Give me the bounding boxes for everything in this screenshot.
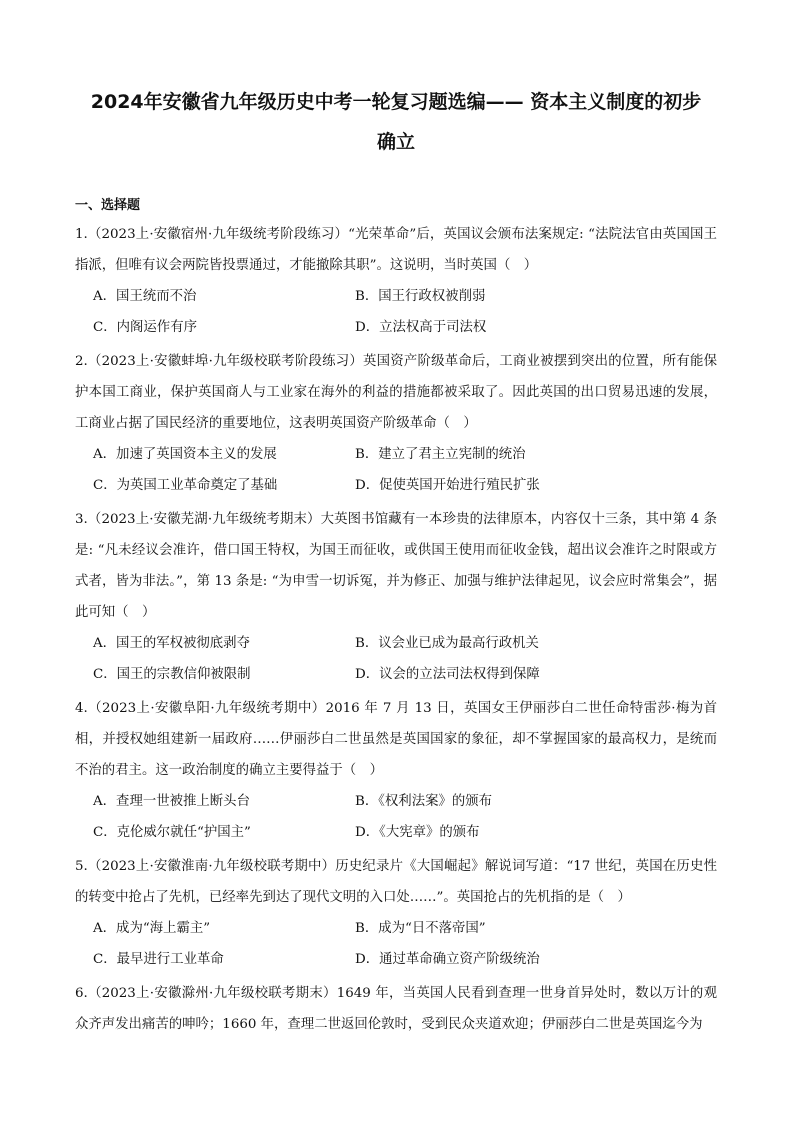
title-line-1: 2024年安徽省九年级历史中考一轮复习题选编—— 资本主义制度的初步 xyxy=(90,91,702,113)
question-4 xyxy=(75,693,717,848)
option-d: D．立法权高于司法权 xyxy=(355,320,487,335)
question-stem: 4.（2023上·安徽阜阳·九年级统考期中）2016 年 7 月 13 日，英国女王伊丽莎白二世任命特雷莎·梅为首相，并授权她组建新一届政府……伊丽莎白二世虽然是英国国家的象征，却不掌握国家的最高权力，是统而不治的君主。这一政治制度的确立主要得益于（ ） xyxy=(75,701,717,778)
title-line-2: 确立 xyxy=(376,131,415,153)
options-grid xyxy=(75,913,717,975)
option-c: C．国王的宗教信仰被限制 xyxy=(93,667,251,682)
option-b: B．成为“日不落帝国” xyxy=(355,921,486,936)
option-a: A．国王统而不治 xyxy=(93,289,197,304)
question-stem: 3.（2023上·安徽芜湖·九年级统考期末）大英图书馆藏有一本珍贵的法律原本，内容仅十三条，其中第 4 条是: “凡未经议会准许，借口国王特权，为国王而征收，或供国王使用而征收金钱，超出议会准许之时限或方式者，皆为非法。”，第 13 条是: “为申雪一切诉冤，并为修正、加强与维护法律起见，议会应时常集会”，据此可知（ ） xyxy=(75,512,717,620)
option-d: D．议会的立法司法权得到保障 xyxy=(355,667,540,682)
document-title xyxy=(75,0,717,162)
question-1 xyxy=(75,219,717,343)
option-a: A．查理一世被推上断头台 xyxy=(93,794,250,809)
question-stem: 5.（2023上·安徽淮南·九年级校联考期中）历史纪录片《大国崛起》解说词写道：“17 世纪，英国在历史性的转变中抢占了先机，已经率先到达了现代文明的入口处……”。英国抢占的先机指的是（ ） xyxy=(75,859,717,905)
option-a: A．成为“海上霸主” xyxy=(93,921,211,936)
question-6 xyxy=(75,978,717,1040)
option-b: B．建立了君主立宪制的统治 xyxy=(355,447,526,462)
option-c: C．内阁运作有序 xyxy=(93,320,197,335)
option-d: D．通过革命确立资产阶级统治 xyxy=(355,952,540,967)
question-5 xyxy=(75,851,717,975)
option-c: C．为英国工业革命奠定了基础 xyxy=(93,478,278,493)
question-stem: 6.（2023上·安徽滁州·九年级校联考期末）1649 年，当英国人民看到查理一世身首异处时，数以万计的观众齐声发出痛苦的呻吟；1660 年，查理二世返回伦敦时，受到民众夹道欢迎；伊丽莎白二世是英国迄今为 xyxy=(75,986,717,1032)
options-grid xyxy=(75,628,717,690)
option-c: C．最早进行工业革命 xyxy=(93,952,224,967)
options-grid xyxy=(75,786,717,848)
option-c: C．克伦威尔就任“护国主” xyxy=(93,825,251,840)
options-grid xyxy=(75,281,717,343)
option-b: B．《权利法案》的颁布 xyxy=(355,794,493,809)
question-2 xyxy=(75,346,717,501)
option-b: B．国王行政权被削弱 xyxy=(355,289,486,304)
option-d: D．促使英国开始进行殖民扩张 xyxy=(355,478,540,493)
option-a: A．加速了英国资本主义的发展 xyxy=(93,447,277,462)
option-a: A．国王的军权被彻底剥夺 xyxy=(93,636,250,651)
question-stem: 1.（2023上·安徽宿州·九年级统考阶段练习）“光荣革命”后，英国议会颁布法案规定: “法院法官由英国国王指派，但唯有议会两院皆投票通过，才能撤除其职”。这说明，当时英国（ ） xyxy=(75,227,717,273)
option-d: D．《大宪章》的颁布 xyxy=(355,825,480,840)
option-b: B．议会业已成为最高行政机关 xyxy=(355,636,539,651)
options-grid xyxy=(75,439,717,501)
question-3 xyxy=(75,504,717,690)
question-stem: 2.（2023上·安徽蚌埠·九年级校联考阶段练习）英国资产阶级革命后，工商业被摆到突出的位置，所有能保护本国工商业，保护英国商人与工业家在海外的利益的措施都被采取了。因此英国的出口贸易迅速的发展，工商业占据了国民经济的重要地位，这表明英国资产阶级革命（ ） xyxy=(75,354,717,431)
section-heading: 一、选择题 xyxy=(75,198,141,213)
